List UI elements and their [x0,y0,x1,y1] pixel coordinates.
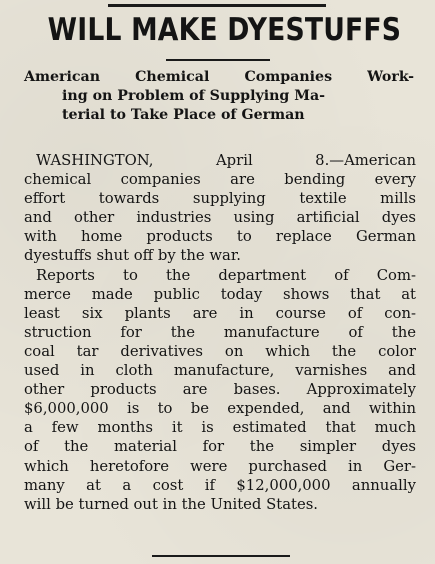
body-line: other products are bases. Approximately [24,381,416,399]
body-line: a few months it is estimated that much [24,419,416,437]
top-rule [108,4,326,7]
body-line: which heretofore were purchased in Ger- [24,457,416,475]
body-line: with home products to replace German [24,228,416,246]
body-line: and other industries using artificial dyes [24,209,416,227]
body-line: will be turned out in the United States. [24,495,319,513]
article-body [24,151,416,514]
subhead-line: American Chemical Companies Work- [24,69,414,85]
body-line: effort towards supplying textile mills [24,190,416,208]
body-line: struction for the manufacture of the [24,323,416,341]
bottom-rule [152,555,290,557]
body-line: coal tar derivatives on which the color [24,342,416,360]
body-line: merce made public today shows that at [24,285,416,303]
subhead-line: terial to Take Place of German [62,107,305,123]
body-line: WASHINGTON, April 8.—American [36,152,416,169]
body-line: chemical companies are bending every [24,171,416,189]
body-line: many at a cost if $12,000,000 annually [24,476,416,494]
body-line: least six plants are in course of con- [24,304,416,322]
body-line: $6,000,000 is to be expended, and within [24,400,416,418]
body-line: used in cloth manufacture, varnishes and [24,362,416,380]
body-line: dyestuffs shut off by the war. [24,247,242,265]
headline-divider [166,59,270,61]
subheadline [24,68,414,125]
subhead-line: ing on Problem of Supplying Ma- [62,88,326,104]
body-line: of the material for the simpler dyes [24,438,416,456]
headline: WILL MAKE DYESTUFFS [47,12,402,48]
body-line: Reports to the department of Com- [36,266,416,284]
